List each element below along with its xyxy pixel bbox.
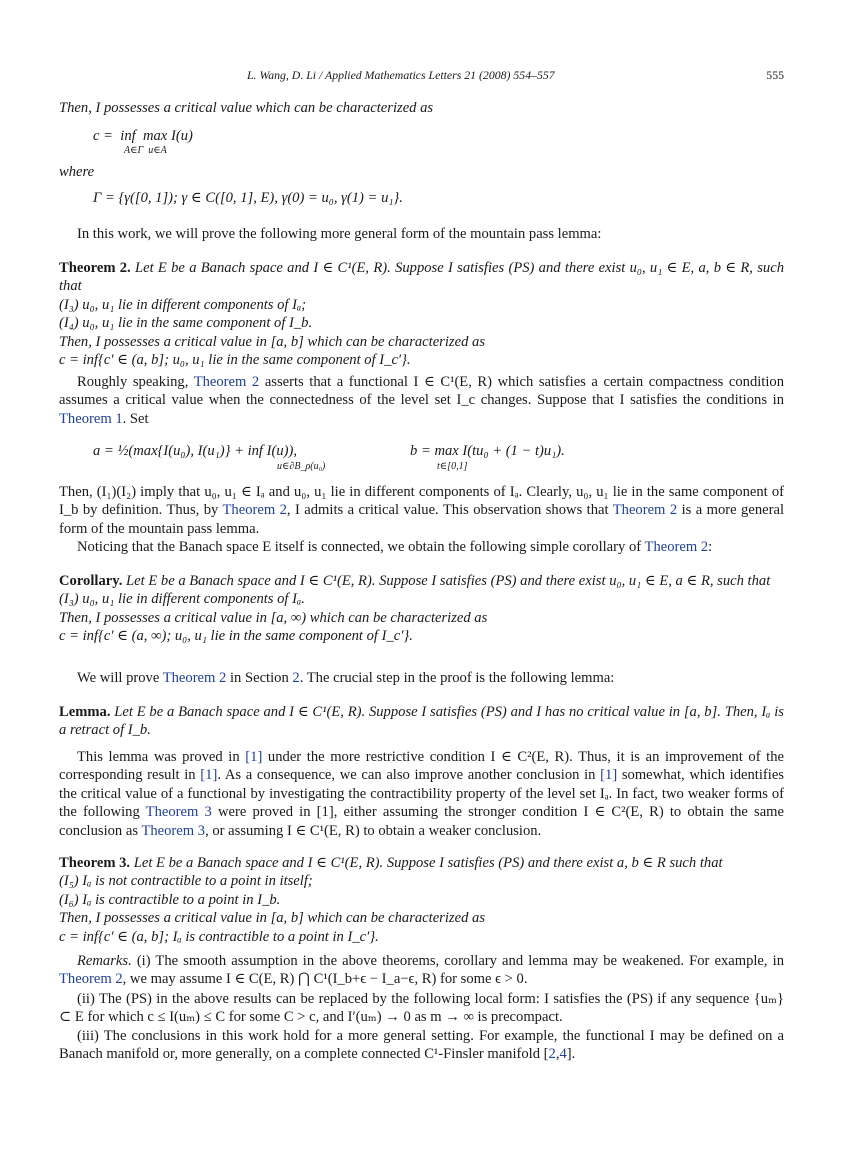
prove-line: We will prove Theorem 2 in Section 2. The crucial step in the proof is the following lemma: <box>77 670 615 686</box>
a-inf-subscript: u∈∂B_ρ(u₀) <box>277 461 326 472</box>
remark-3: (iii) The conclusions in this work hold for a more general setting. For example, the functional I may be defined on a Banach manifold or, more generally, on a complete connected C¹-Finsler manifold [2,4]. <box>59 1028 784 1063</box>
ref-1-link[interactable]: [1] <box>245 749 263 765</box>
theorem-2-label: Theorem 2. <box>59 260 131 276</box>
lemma <box>59 703 784 740</box>
theorem-2-link[interactable]: Theorem 2 <box>193 374 260 390</box>
b-max-subscript: t∈[0,1] <box>437 461 468 472</box>
theorem-3-link[interactable]: Theorem 3 <box>145 804 212 821</box>
theorem-2-link[interactable]: Theorem 2 <box>222 502 287 519</box>
theorem-3 <box>59 854 784 946</box>
theorem-2-link[interactable]: Theorem 2 <box>612 502 678 519</box>
remark-1: Remarks. (i) The smooth assumption in the above theorems, corollary and lemma may be weakened. For example, in Theorem 2, we may assume I ∈ C(E, R) ⋂ C¹(I_b+ϵ − I_a−ϵ, R) for some ϵ > 0. <box>59 953 784 988</box>
lemma-discussion: This lemma was proved in [1] under the more restrictive condition I ∈ C²(E, R). Thus, it is an improvement of the corresponding result in [1]. As a consequence, we can also improve another conclusion in [1] somewhat, which identifies the critical value of a functional by investigating the contractibility property of the level set Iₐ. In fact, two weaker forms of the following Theorem 3 were proved in [1], either assuming the stronger condition I ∈ C²(E, R) to obtain the same conclusion as Theorem 3, or assuming I ∈ C¹(E, R) to obtain a weaker conclusion. <box>59 749 784 839</box>
theorem-3-hypothesis: Let E be a Banach space and I ∈ C¹(E, R). Suppose I satisfies (PS) and there exist a, b ∈ R such that <box>133 855 723 871</box>
condition-i3: (I₃) u₀, u₁ lie in different components of Iₐ; <box>59 296 307 313</box>
gamma-definition: Γ = {γ([0, 1]); γ ∈ C([0, 1], E), γ(0) = u₀, γ(1) = u₁}. <box>93 190 403 206</box>
lemma-label: Lemma. <box>59 704 111 720</box>
lemma-text: Let E be a Banach space and I ∈ C¹(E, R). Suppose I satisfies (PS) and I has no critical value in [a, b]. Then, Iₐ is a retract of I_b. <box>59 704 784 739</box>
theorem-3-conclusion: Then, I possesses a critical value in [a, b] which can be characterized as <box>59 910 485 927</box>
section-2-link[interactable]: 2 <box>292 670 300 686</box>
theorem-2-formula: c = inf{c′ ∈ (a, b]; u₀, u₁ lie in the same component of I_c′}. <box>59 352 411 369</box>
theorem-2-link[interactable]: Theorem 2 <box>162 670 227 686</box>
theorem-3-link[interactable]: Theorem 3 <box>141 822 206 839</box>
condition-i5: (I₅) Iₐ is not contractible to a point in itself; <box>59 873 313 890</box>
theorem-2-hypothesis: Let E be a Banach space and I ∈ C¹(E, R). Suppose I satisfies (PS) and there exist u₀, u₁ ∈ E, a, b ∈ R, such that <box>59 260 784 295</box>
corollary-formula: c = inf{c′ ∈ (a, ∞); u₀, u₁ lie in the same component of I_c′}. <box>59 628 413 645</box>
theorem-3-label: Theorem 3. <box>59 855 131 871</box>
theorem-3-formula: c = inf{c′ ∈ (a, b]; Iₐ is contractible to a point in I_c′}. <box>59 928 379 945</box>
theorem-1-link[interactable]: Theorem 1 <box>59 410 123 427</box>
a-definition: a = ½(max{I(u₀), I(u₁)} + inf I(u)), <box>93 443 298 459</box>
b-definition: b = max I(tu₀ + (1 − t)u₁). <box>410 443 565 459</box>
minimax-formula: c = inf max I(u) <box>93 128 193 144</box>
theorem-2 <box>59 259 784 369</box>
where-label: where <box>59 164 95 180</box>
ref-1-link[interactable]: [1] <box>200 767 218 784</box>
ref-4-link[interactable]: 4 <box>559 1046 567 1063</box>
minimax-subscripts: A∈Γ u∈A <box>124 145 167 156</box>
ref-1-link[interactable]: [1] <box>600 767 618 784</box>
corollary-label: Corollary. <box>59 573 123 589</box>
remarks-label: Remarks. <box>77 953 132 969</box>
theorem-2-conclusion: Then, I possesses a critical value in [a, b] which can be characterized as <box>59 333 485 350</box>
ref-2-link[interactable]: 2 <box>548 1046 556 1063</box>
corollary-condition-i3: (I₃) u₀, u₁ lie in different components of Iₐ. <box>59 591 305 608</box>
condition-i4: (I₄) u₀, u₁ lie in the same component of I_b. <box>59 315 313 332</box>
condition-i6: (I₆) Iₐ is contractible to a point in I_b. <box>59 891 281 908</box>
theorem-2-link[interactable]: Theorem 2 <box>644 539 709 555</box>
running-title: L. Wang, D. Li / Applied Mathematics Letters 21 (2008) 554–557 <box>247 68 555 82</box>
page-number: 555 <box>766 68 784 82</box>
mountain-pass-sentence: In this work, we will prove the following more general form of the mountain pass lemma: <box>77 226 602 242</box>
theorem-2-link[interactable]: Theorem 2 <box>59 971 123 988</box>
discussion-paragraph-3: Noticing that the Banach space E itself is connected, we obtain the following simple corollary of Theorem 2: <box>77 539 713 555</box>
corollary-conclusion: Then, I possesses a critical value in [a, ∞) which can be characterized as <box>59 609 488 626</box>
corollary <box>59 572 784 646</box>
corollary-hypothesis: Let E be a Banach space and I ∈ C¹(E, R). Suppose I satisfies (PS) and there exist u₀, u₁ ∈ E, a ∈ R, such that <box>126 573 771 589</box>
discussion-paragraph-1: Roughly speaking, Theorem 2 asserts that a functional I ∈ C¹(E, R) which satisfies a certain compactness condition assumes a critical value when the connectedness of the level set I_c changes. Suppose that I satisfies the conditions in Theorem 1. Set <box>59 374 784 427</box>
discussion-paragraph-2: Then, (I₁)(I₂) imply that u₀, u₁ ∈ Iₐ and u₀, u₁ lie in different components of Iₐ. Clearly, u₀, u₁ lie in the same component of I_b by definition. Thus, by Theorem 2, I admits a critical value. This observation shows that Theorem 2 is a more general form of the mountain pass lemma. <box>59 484 784 537</box>
intro-then-line: Then, I possesses a critical value which can be characterized as <box>59 100 434 116</box>
remark-2: (ii) The (PS) in the above results can be replaced by the following local form: I satisfies the (PS) if any sequence {uₘ} ⊂ E for which c ≤ I(uₘ) ≤ C for some C > c, and I′(uₘ) → 0 as m → ∞ is precompact. <box>59 991 784 1026</box>
